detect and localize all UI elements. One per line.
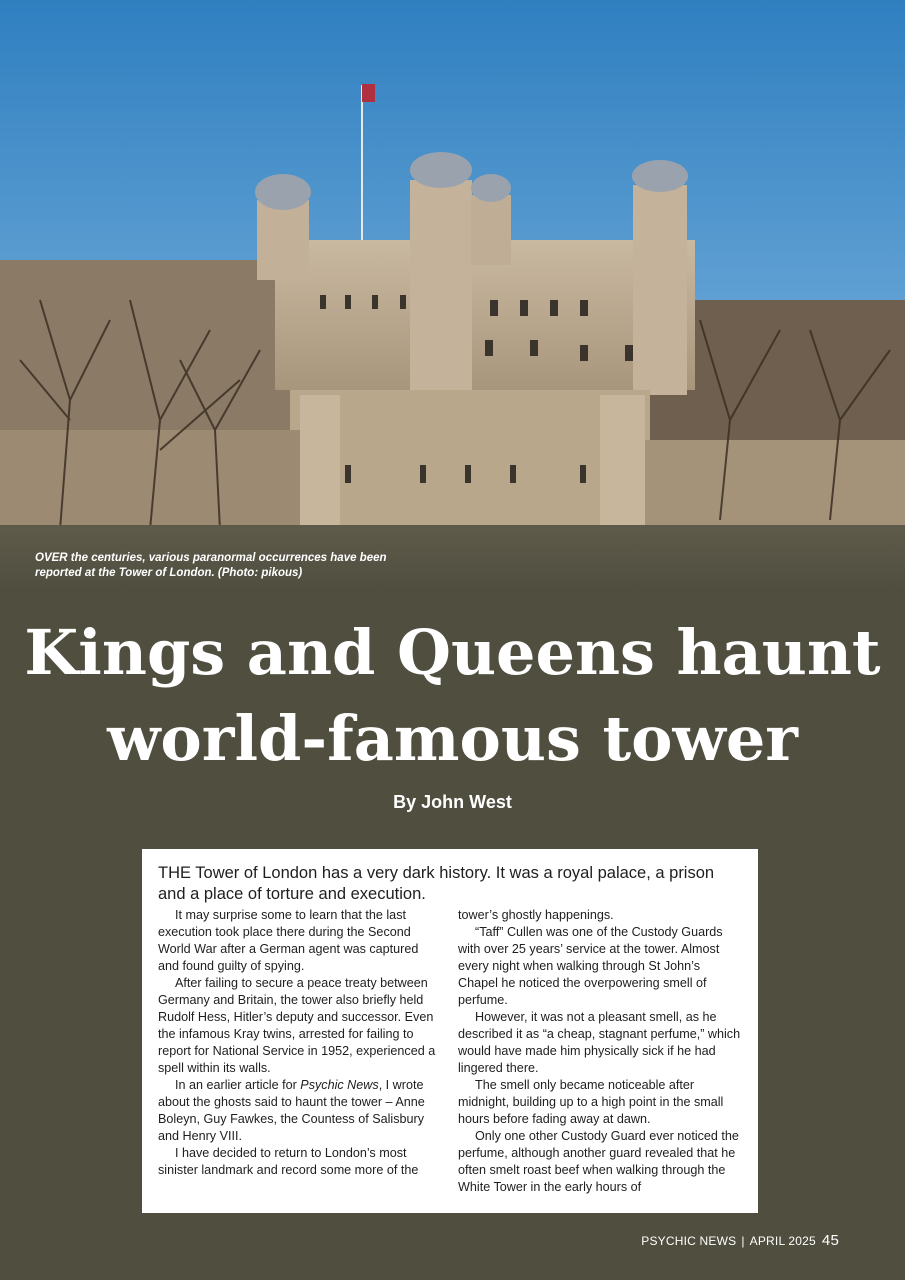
article-column-1 — [158, 907, 442, 1196]
paragraph: After failing to secure a peace treaty between Germany and Britain, the tower also briefly held Rudolf Hess, Hitler’s deputy and successor. Even the infamous Kray twins, arrested for failing to report for National Service in 1952, experienced a spell within its walls. — [158, 976, 436, 1075]
article-columns — [158, 907, 742, 1196]
hero-photo — [0, 0, 905, 590]
paragraph: However, it was not a pleasant smell, as he described it as “a cheap, stagnant perfume,” which would have made him physically sick if he had lingered there. — [458, 1010, 741, 1075]
photo-caption: OVER the centuries, various paranormal occurrences have been reported at the Tower of London. (Photo: pikous) — [35, 552, 387, 579]
paragraph: The smell only became noticeable after midnight, building up to a high point in the small hours before fading away at dawn. — [458, 1078, 724, 1126]
article-intro: THE Tower of London has a very dark history. It was a royal palace, a prison and a place of torture and execution. — [158, 864, 715, 903]
byline: By John West — [393, 792, 512, 812]
headline — [0, 610, 905, 782]
paragraph — [158, 1077, 442, 1145]
article-body — [142, 849, 758, 1213]
page-footer — [641, 1232, 839, 1249]
text-run: , I wrote about the ghosts said to haunt the tower – Anne Boleyn, Guy Fawkes, the Countess of Salisbury and Henry VIII. — [158, 1078, 425, 1143]
footer-separator: | — [741, 1234, 745, 1248]
paragraph: tower’s ghostly happenings. — [458, 908, 614, 922]
headline-line-2: world-famous tower — [107, 702, 798, 775]
paragraph: Only one other Custody Guard ever noticed the perfume, although another guard revealed that he often smelt roast beef when walking through the White Tower in the early hours of — [458, 1129, 739, 1194]
publication-name: PSYCHIC NEWS — [641, 1234, 737, 1248]
paragraph: I have decided to return to London’s most sinister landmark and record some more of the — [158, 1146, 419, 1177]
tower-of-london-photo — [0, 0, 905, 590]
page-number: 45 — [821, 1232, 839, 1249]
text-run: In an earlier article for — [175, 1078, 301, 1092]
paragraph: “Taff” Cullen was one of the Custody Guards with over 25 years’ service at the tower. Almost every night when walking through St John’s Chapel he noticed the overpowering smell of perfume. — [458, 925, 723, 1007]
article-column-2 — [458, 907, 742, 1196]
headline-line-1: Kings and Queens haunt — [24, 616, 881, 689]
publication-name: Psychic News — [300, 1078, 379, 1092]
issue-date: APRIL 2025 — [749, 1234, 816, 1248]
paragraph: It may surprise some to learn that the last execution took place there during the Second World War after a German agent was captured and found guilty of spying. — [158, 908, 419, 973]
